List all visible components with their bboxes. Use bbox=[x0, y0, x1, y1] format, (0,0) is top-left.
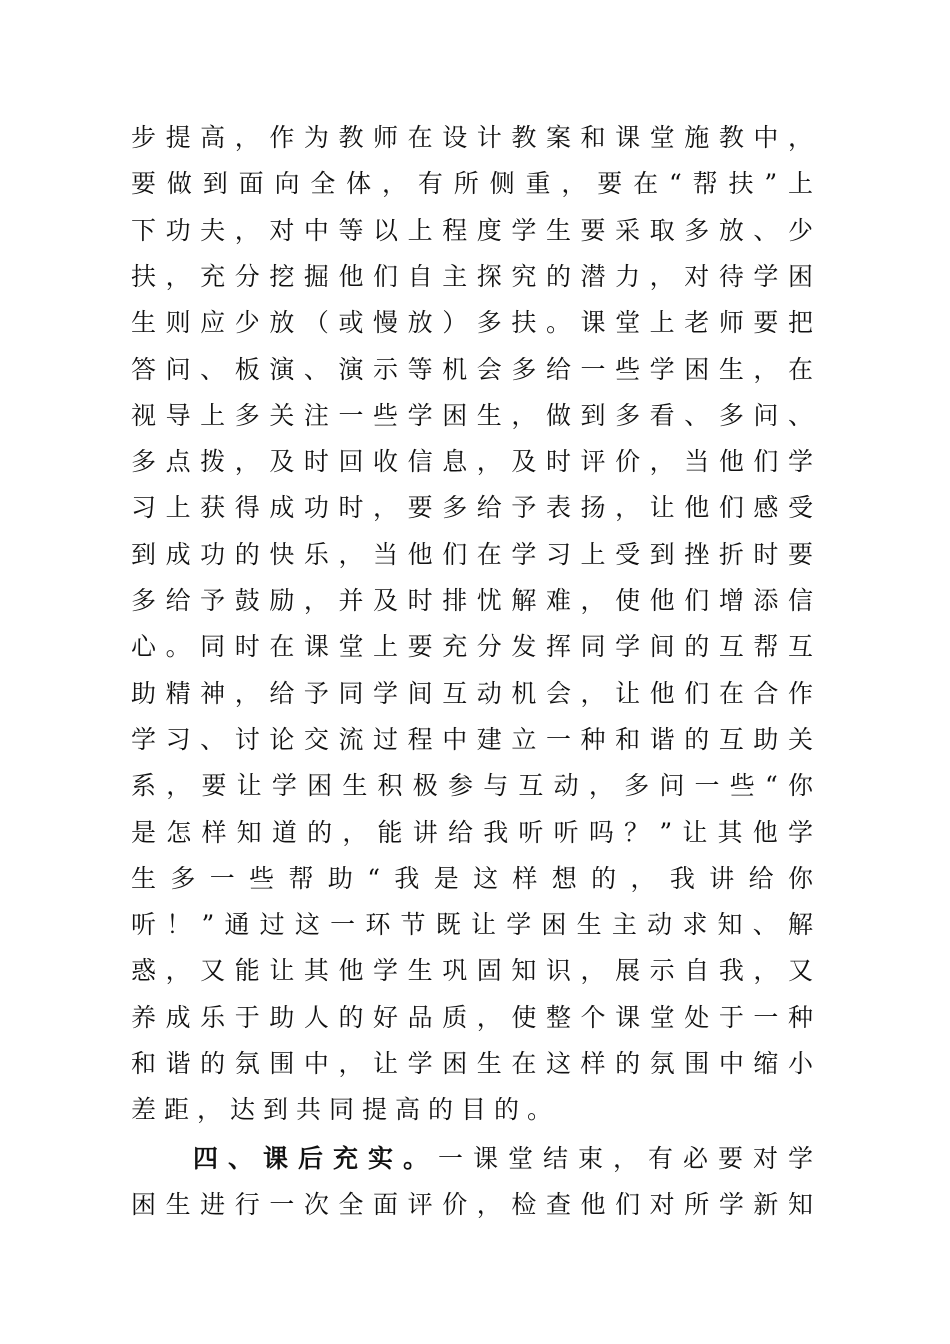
paragraph-line: 听！”通过这一环节既让学困生主动求知、解 bbox=[131, 910, 813, 939]
section-4-first-line bbox=[193, 1141, 813, 1177]
paragraph-line: 答问、板演、演示等机会多给一些学困生，在 bbox=[131, 355, 813, 384]
paragraph-line: 惑，又能让其他学生巩固知识，展示自我，又 bbox=[131, 956, 813, 985]
paragraph-line: 下功夫，对中等以上程度学生要采取多放、少 bbox=[131, 216, 813, 245]
paragraph-line: 多点拨，及时回收信息，及时评价，当他们学 bbox=[131, 447, 813, 476]
paragraph-line: 生则应少放（或慢放）多扶。课堂上老师要把 bbox=[131, 308, 813, 337]
paragraph-line: 习上获得成功时，要多给予表扬，让他们感受 bbox=[131, 493, 813, 522]
paragraph-line: 生多一些帮助“我是这样想的，我讲给你 bbox=[131, 864, 813, 893]
section-4-text: 一课堂结束，有必要对学 bbox=[438, 1144, 813, 1173]
paragraph-line: 扶，充分挖掘他们自主探究的潜力，对待学困 bbox=[131, 262, 813, 291]
paragraph-line: 差距，达到共同提高的目的。 bbox=[131, 1095, 561, 1124]
paragraph-line: 步提高，作为教师在设计教案和课堂施教中， bbox=[131, 123, 813, 152]
paragraph-line: 系，要让学困生积极参与互动，多问一些“你 bbox=[131, 771, 813, 800]
section-4-heading: 四、课后充实。 bbox=[193, 1144, 438, 1173]
section-4-line-2: 困生进行一次全面评价，检查他们对所学新知 bbox=[131, 1190, 813, 1219]
paragraph-line: 养成乐于助人的好品质，使整个课堂处于一种 bbox=[131, 1003, 813, 1032]
paragraph-line: 要做到面向全体，有所侧重，要在“帮扶”上 bbox=[131, 169, 813, 198]
paragraph-line: 多给予鼓励，并及时排忧解难，使他们增添信 bbox=[131, 586, 813, 615]
paragraph-line: 心。同时在课堂上要充分发挥同学间的互帮互 bbox=[131, 632, 813, 661]
paragraph-line: 和谐的氛围中，让学困生在这样的氛围中缩小 bbox=[131, 1049, 813, 1078]
paragraph-line: 到成功的快乐，当他们在学习上受到挫折时要 bbox=[131, 540, 813, 569]
paragraph-line: 助精神，给予同学间互动机会，让他们在合作 bbox=[131, 679, 813, 708]
paragraph-line: 视导上多关注一些学困生，做到多看、多问、 bbox=[131, 401, 813, 430]
paragraph-line: 是怎样知道的，能讲给我听听吗？”让其他学 bbox=[131, 818, 813, 847]
paragraph-line: 学习、讨论交流过程中建立一种和谐的互助关 bbox=[131, 725, 813, 754]
